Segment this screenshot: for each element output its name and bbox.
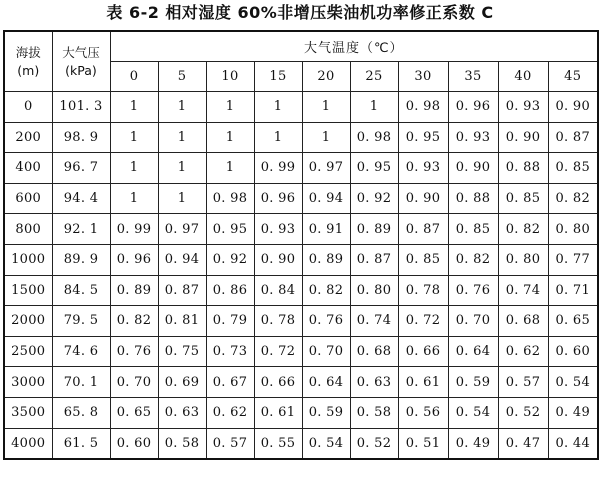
correction-factor-cell: 0. 74 — [498, 275, 548, 306]
correction-factor-cell: 0. 77 — [548, 244, 598, 275]
correction-factor-cell: 0. 67 — [206, 367, 254, 398]
altitude-cell: 3000 — [4, 367, 52, 398]
altitude-cell: 200 — [4, 122, 52, 153]
correction-factor-cell: 0. 61 — [254, 397, 302, 428]
correction-factor-cell: 0. 59 — [448, 367, 498, 398]
correction-factor-cell: 1 — [110, 92, 158, 123]
pressure-cell: 61. 5 — [52, 428, 110, 459]
altitude-cell: 1000 — [4, 244, 52, 275]
correction-factor-cell: 0. 93 — [448, 122, 498, 153]
correction-factor-cell: 1 — [158, 153, 206, 184]
table-row — [4, 336, 598, 367]
altitude-header-unit: (m) — [17, 62, 40, 78]
correction-factor-cell: 0. 87 — [158, 275, 206, 306]
temperature-column-header: 20 — [302, 62, 350, 92]
correction-factor-cell: 0. 66 — [254, 367, 302, 398]
temperature-column-header: 35 — [448, 62, 498, 92]
altitude-cell: 400 — [4, 153, 52, 184]
pressure-header-label: 大气压 — [62, 44, 100, 60]
correction-factor-cell: 0. 90 — [254, 244, 302, 275]
altitude-cell: 3500 — [4, 397, 52, 428]
pressure-cell: 92. 1 — [52, 214, 110, 245]
correction-factor-cell: 0. 90 — [498, 122, 548, 153]
correction-factor-cell: 0. 58 — [158, 428, 206, 459]
correction-factor-cell: 0. 60 — [110, 428, 158, 459]
correction-factor-cell: 0. 88 — [448, 183, 498, 214]
correction-factor-cell: 0. 73 — [206, 336, 254, 367]
correction-factor-cell: 0. 98 — [398, 92, 448, 123]
correction-factor-cell: 0. 84 — [254, 275, 302, 306]
correction-factor-cell: 0. 80 — [350, 275, 398, 306]
correction-factor-cell: 0. 85 — [548, 153, 598, 184]
correction-factor-cell: 0. 49 — [548, 397, 598, 428]
correction-factor-cell: 0. 95 — [350, 153, 398, 184]
correction-factor-cell: 0. 87 — [350, 244, 398, 275]
table-row — [4, 397, 598, 428]
correction-factor-cell: 1 — [350, 92, 398, 123]
correction-factor-cell: 0. 90 — [448, 153, 498, 184]
correction-factor-cell: 1 — [206, 92, 254, 123]
table-row — [4, 183, 598, 214]
temperature-column-header: 5 — [158, 62, 206, 92]
correction-factor-cell: 0. 99 — [254, 153, 302, 184]
correction-factor-cell: 0. 59 — [302, 397, 350, 428]
table-row — [4, 275, 598, 306]
correction-factor-cell: 0. 57 — [498, 367, 548, 398]
altitude-cell: 2500 — [4, 336, 52, 367]
correction-factor-cell: 0. 68 — [498, 306, 548, 337]
pressure-cell: 101. 3 — [52, 92, 110, 123]
correction-factor-cell: 0. 74 — [350, 306, 398, 337]
correction-factor-cell: 0. 87 — [548, 122, 598, 153]
correction-factor-cell: 0. 97 — [158, 214, 206, 245]
correction-factor-cell: 0. 97 — [302, 153, 350, 184]
correction-factor-cell: 0. 87 — [398, 214, 448, 245]
correction-factor-cell: 0. 95 — [206, 214, 254, 245]
pressure-cell: 96. 7 — [52, 153, 110, 184]
correction-factor-cell: 0. 96 — [110, 244, 158, 275]
table-row — [4, 92, 598, 123]
correction-factor-cell: 0. 80 — [548, 214, 598, 245]
correction-factor-cell: 0. 54 — [302, 428, 350, 459]
temperature-group-header: 大气温度（℃） — [110, 31, 598, 62]
correction-factor-cell: 0. 66 — [398, 336, 448, 367]
correction-factor-cell: 0. 62 — [206, 397, 254, 428]
correction-factor-cell: 0. 49 — [448, 428, 498, 459]
table-row — [4, 367, 598, 398]
temperature-column-header: 25 — [350, 62, 398, 92]
altitude-cell: 2000 — [4, 306, 52, 337]
correction-factor-cell: 0. 82 — [448, 244, 498, 275]
correction-factor-cell: 0. 79 — [206, 306, 254, 337]
correction-factor-cell: 0. 69 — [158, 367, 206, 398]
altitude-cell: 4000 — [4, 428, 52, 459]
correction-factor-cell: 0. 89 — [302, 244, 350, 275]
correction-factor-cell: 0. 90 — [548, 92, 598, 123]
pressure-cell: 70. 1 — [52, 367, 110, 398]
correction-factor-cell: 0. 96 — [448, 92, 498, 123]
correction-factor-cell: 0. 89 — [110, 275, 158, 306]
altitude-cell: 800 — [4, 214, 52, 245]
pressure-cell: 89. 9 — [52, 244, 110, 275]
pressure-cell: 79. 5 — [52, 306, 110, 337]
correction-factor-cell: 0. 82 — [548, 183, 598, 214]
correction-factor-cell: 0. 62 — [498, 336, 548, 367]
correction-factor-cell: 0. 64 — [302, 367, 350, 398]
correction-factor-cell: 0. 60 — [548, 336, 598, 367]
correction-factor-cell: 0. 93 — [398, 153, 448, 184]
correction-factor-cell: 0. 70 — [302, 336, 350, 367]
correction-factor-cell: 0. 61 — [398, 367, 448, 398]
correction-factor-cell: 0. 70 — [110, 367, 158, 398]
pressure-header-unit: (kPa) — [65, 62, 97, 78]
correction-factor-cell: 0. 94 — [158, 244, 206, 275]
pressure-cell: 84. 5 — [52, 275, 110, 306]
table-row — [4, 153, 598, 184]
correction-factor-cell: 0. 51 — [398, 428, 448, 459]
correction-factor-cell: 0. 82 — [110, 306, 158, 337]
correction-factor-cell: 0. 44 — [548, 428, 598, 459]
temperature-column-header: 45 — [548, 62, 598, 92]
altitude-header — [4, 31, 52, 92]
correction-factor-cell: 0. 54 — [548, 367, 598, 398]
correction-factor-cell: 0. 90 — [398, 183, 448, 214]
correction-factor-cell: 0. 81 — [158, 306, 206, 337]
correction-factor-cell: 0. 94 — [302, 183, 350, 214]
correction-factor-cell: 0. 92 — [350, 183, 398, 214]
correction-factor-cell: 0. 80 — [498, 244, 548, 275]
table-row — [4, 428, 598, 459]
table-caption: 表 6-2 相对湿度 60%非增压柴油机功率修正系数 C — [106, 3, 494, 22]
correction-factor-cell: 0. 85 — [448, 214, 498, 245]
correction-factor-cell: 1 — [110, 183, 158, 214]
correction-factor-cell: 0. 63 — [158, 397, 206, 428]
table-row — [4, 214, 598, 245]
correction-factor-cell: 0. 88 — [498, 153, 548, 184]
pressure-cell: 74. 6 — [52, 336, 110, 367]
correction-factor-cell: 0. 72 — [254, 336, 302, 367]
correction-factor-cell: 0. 86 — [206, 275, 254, 306]
correction-factor-cell: 1 — [158, 92, 206, 123]
correction-factor-cell: 0. 92 — [206, 244, 254, 275]
temperature-column-header: 10 — [206, 62, 254, 92]
correction-factor-cell: 1 — [110, 153, 158, 184]
correction-factor-cell: 0. 93 — [498, 92, 548, 123]
correction-factor-cell: 0. 82 — [498, 214, 548, 245]
correction-factor-cell: 0. 55 — [254, 428, 302, 459]
temperature-column-header: 40 — [498, 62, 548, 92]
correction-factor-cell: 0. 56 — [398, 397, 448, 428]
correction-factor-cell: 0. 96 — [254, 183, 302, 214]
correction-factor-cell: 0. 99 — [110, 214, 158, 245]
pressure-header — [52, 31, 110, 92]
correction-factor-cell: 0. 85 — [398, 244, 448, 275]
correction-factor-cell: 0. 76 — [448, 275, 498, 306]
pressure-cell: 65. 8 — [52, 397, 110, 428]
temperature-column-header: 15 — [254, 62, 302, 92]
table-row — [4, 122, 598, 153]
correction-factor-cell: 0. 54 — [448, 397, 498, 428]
altitude-cell: 0 — [4, 92, 52, 123]
correction-factor-cell: 0. 89 — [350, 214, 398, 245]
correction-factor-cell: 0. 82 — [302, 275, 350, 306]
correction-factor-cell: 0. 76 — [302, 306, 350, 337]
correction-factor-table — [3, 30, 599, 460]
correction-factor-cell: 0. 65 — [548, 306, 598, 337]
correction-factor-cell: 0. 85 — [498, 183, 548, 214]
temperature-column-header: 0 — [110, 62, 158, 92]
correction-factor-cell: 0. 76 — [110, 336, 158, 367]
correction-factor-cell: 0. 58 — [350, 397, 398, 428]
correction-factor-cell: 1 — [110, 122, 158, 153]
correction-factor-cell: 0. 63 — [350, 367, 398, 398]
correction-factor-cell: 1 — [302, 122, 350, 153]
correction-factor-cell: 0. 72 — [398, 306, 448, 337]
temperature-column-header: 30 — [398, 62, 448, 92]
table-row — [4, 306, 598, 337]
correction-factor-cell: 0. 75 — [158, 336, 206, 367]
correction-factor-cell: 0. 57 — [206, 428, 254, 459]
correction-factor-cell: 0. 71 — [548, 275, 598, 306]
altitude-cell: 1500 — [4, 275, 52, 306]
correction-factor-cell: 1 — [158, 183, 206, 214]
correction-factor-cell: 0. 93 — [254, 214, 302, 245]
correction-factor-cell: 0. 78 — [398, 275, 448, 306]
correction-factor-cell: 0. 98 — [350, 122, 398, 153]
pressure-cell: 94. 4 — [52, 183, 110, 214]
correction-factor-cell: 1 — [302, 92, 350, 123]
correction-factor-cell: 0. 47 — [498, 428, 548, 459]
correction-factor-cell: 1 — [206, 122, 254, 153]
correction-factor-cell: 0. 98 — [206, 183, 254, 214]
correction-factor-cell: 1 — [158, 122, 206, 153]
correction-factor-cell: 0. 70 — [448, 306, 498, 337]
correction-factor-cell: 0. 95 — [398, 122, 448, 153]
correction-factor-cell: 0. 52 — [350, 428, 398, 459]
correction-factor-cell: 1 — [254, 122, 302, 153]
correction-factor-cell: 0. 64 — [448, 336, 498, 367]
correction-factor-cell: 0. 65 — [110, 397, 158, 428]
table-row — [4, 244, 598, 275]
altitude-cell: 600 — [4, 183, 52, 214]
correction-factor-cell: 0. 91 — [302, 214, 350, 245]
correction-factor-cell: 0. 78 — [254, 306, 302, 337]
altitude-header-label: 海拔 — [15, 44, 41, 60]
correction-factor-cell: 1 — [254, 92, 302, 123]
correction-factor-cell: 0. 68 — [350, 336, 398, 367]
correction-factor-cell: 1 — [206, 153, 254, 184]
correction-factor-cell: 0. 52 — [498, 397, 548, 428]
pressure-cell: 98. 9 — [52, 122, 110, 153]
